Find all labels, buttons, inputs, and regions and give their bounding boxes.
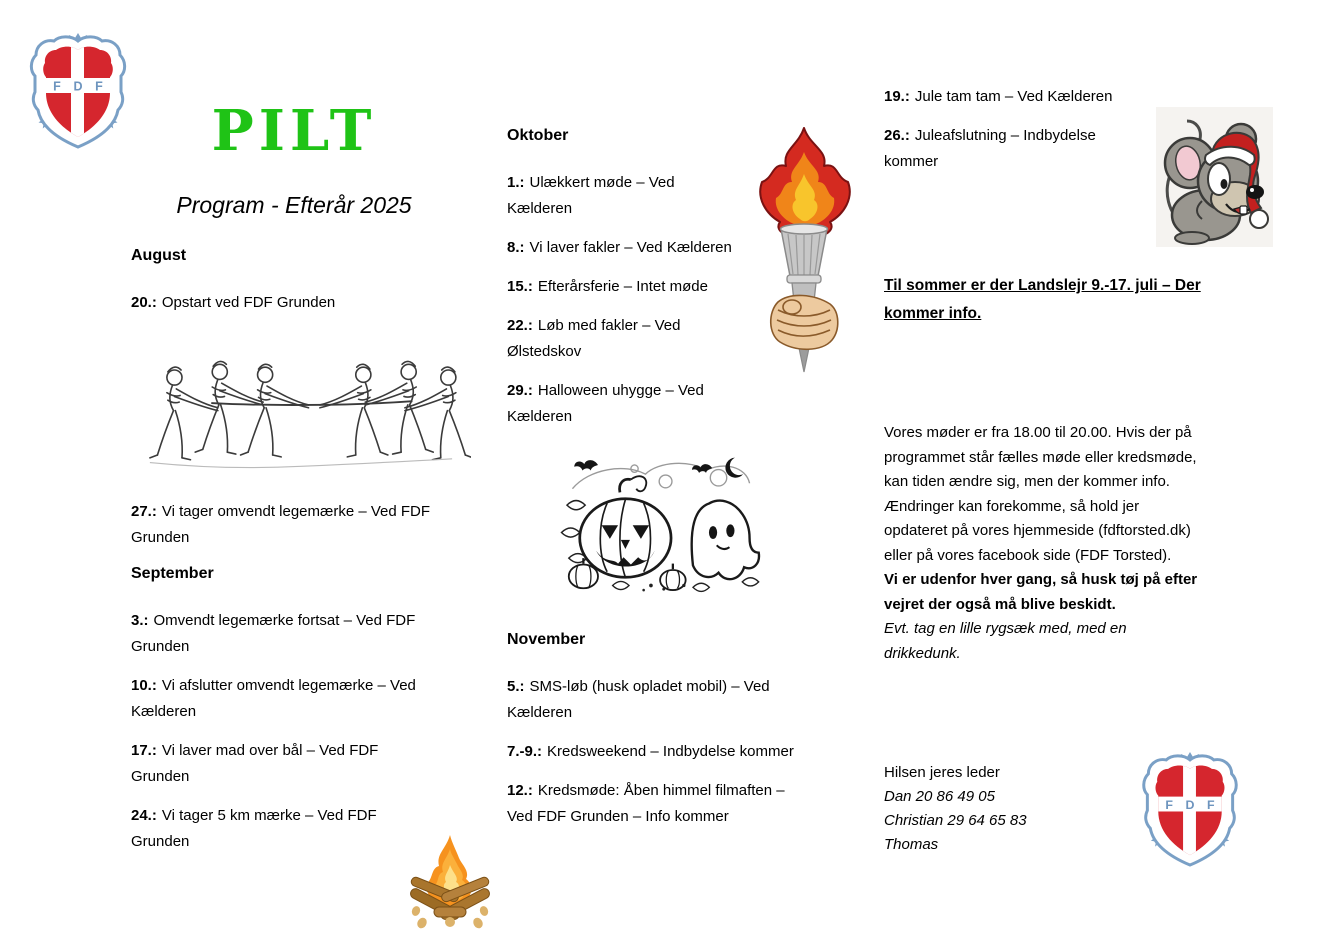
item-text: Vi afslutter omvendt legemærke – Ved Kælderen — [131, 677, 416, 720]
section-heading-november: November — [507, 631, 586, 648]
program-item — [131, 608, 431, 660]
program-item — [507, 313, 702, 365]
item-text: Vi tager omvendt legemærke – Ved FDF Grunden — [131, 503, 431, 546]
item-text: Opstart ved FDF Grunden — [161, 294, 336, 311]
outdoor-note-text: Vi er udenfor hver gang, så husk tøj på efter vejret der også må blive beskidt. — [884, 571, 1198, 613]
item-date: 22.: — [507, 317, 533, 334]
program-item — [131, 290, 453, 316]
item-date: 24.: — [131, 807, 157, 824]
item-date: 17.: — [131, 742, 157, 759]
section-heading-september: September — [131, 565, 214, 582]
campfire-illustration — [408, 833, 492, 930]
page-title: PILT — [211, 98, 377, 164]
program-item — [131, 738, 421, 790]
item-date: 29.: — [507, 382, 533, 399]
item-date: 19.: — [884, 88, 910, 105]
item-date: 7.-9.: — [507, 743, 543, 760]
item-date: 8.: — [507, 239, 525, 256]
section-heading-august: August — [131, 247, 187, 264]
program-item — [507, 274, 747, 300]
meeting-times-text: Vores møder er fra 18.00 til 20.00. Hvis der på programmet står fælles møde eller kredsmøde, kan tiden ændre sig, men der kommer info. — [884, 424, 1197, 490]
backpack-note-text: Evt. tag en lille rygsæk med, med en drikkedunk. — [884, 620, 1127, 662]
program-item — [884, 123, 1124, 175]
item-text: Halloween uhygge – Ved Kælderen — [507, 382, 704, 425]
item-text: Vi tager 5 km mærke – Ved FDF Grunden — [131, 807, 377, 850]
program-item — [131, 499, 441, 551]
tug-of-war-illustration — [131, 329, 471, 479]
program-item — [507, 778, 807, 830]
item-date: 15.: — [507, 278, 533, 295]
item-date: 10.: — [131, 677, 157, 694]
leader-contact: Dan 20 86 49 05 — [884, 788, 995, 805]
program-item — [507, 235, 762, 261]
landslejr-note: Til sommer er der Landslejr 9.-17. juli – Der kommer info. — [884, 277, 1201, 322]
program-item — [507, 170, 692, 222]
item-text: SMS-løb (husk opladet mobil) – Ved Kælderen — [507, 678, 770, 721]
item-text: Omvendt legemærke fortsat – Ved FDF Grunden — [131, 612, 416, 655]
christmas-mouse-illustration — [1156, 107, 1273, 247]
item-date: 1.: — [507, 174, 525, 191]
program-item — [507, 739, 822, 765]
column-august-september — [131, 246, 453, 868]
column-november — [507, 630, 822, 843]
changes-text: Ændringer kan forekomme, så hold jer opdateret på vores hjemmeside (fdftorsted.dk) eller på vores facebook side (FDF Torsted). — [884, 497, 1191, 564]
program-item — [507, 378, 722, 430]
item-text: Løb med fakler – Ved Ølstedskov — [507, 317, 681, 360]
item-text: Ulækkert møde – Ved Kælderen — [507, 174, 675, 217]
item-text: Kredsweekend – Indbydelse kommer — [547, 743, 794, 760]
item-date: 3.: — [131, 612, 149, 629]
halloween-pumpkin-ghost-illustration — [556, 450, 766, 595]
item-date: 20.: — [131, 294, 157, 311]
item-text: Vi laver mad over bål – Ved FDF Grunden — [131, 742, 379, 785]
leader-contact: Christian 29 64 65 83 — [884, 812, 1027, 829]
item-date: 26.: — [884, 127, 910, 144]
fdf-logo-top-icon — [28, 33, 128, 149]
signature-greeting: Hilsen jeres leder — [884, 764, 1000, 781]
item-date: 27.: — [131, 503, 157, 520]
item-date: 12.: — [507, 782, 533, 799]
item-text: Juleafslutning – Indbydelse kommer — [884, 127, 1096, 170]
program-item — [131, 803, 401, 855]
item-text: Efterårsferie – Intet møde — [537, 278, 708, 295]
item-date: 5.: — [507, 678, 525, 695]
item-text: Kredsmøde: Åben himmel filmaften – Ved FDF Grunden – Info kommer — [507, 782, 785, 825]
program-item — [507, 674, 797, 726]
fdf-logo-bottom-icon — [1138, 752, 1242, 867]
column-oktober — [507, 126, 767, 443]
item-text: Jule tam tam – Ved Kælderen — [914, 88, 1113, 105]
section-heading-oktober: Oktober — [507, 127, 569, 144]
leader-contact: Thomas — [884, 836, 939, 853]
item-text: Vi laver fakler – Ved Kælderen — [529, 239, 732, 256]
torch-illustration — [748, 126, 860, 390]
page-subtitle: Program - Efterår 2025 — [176, 192, 412, 218]
program-item — [131, 673, 446, 725]
meeting-info — [884, 421, 1204, 666]
